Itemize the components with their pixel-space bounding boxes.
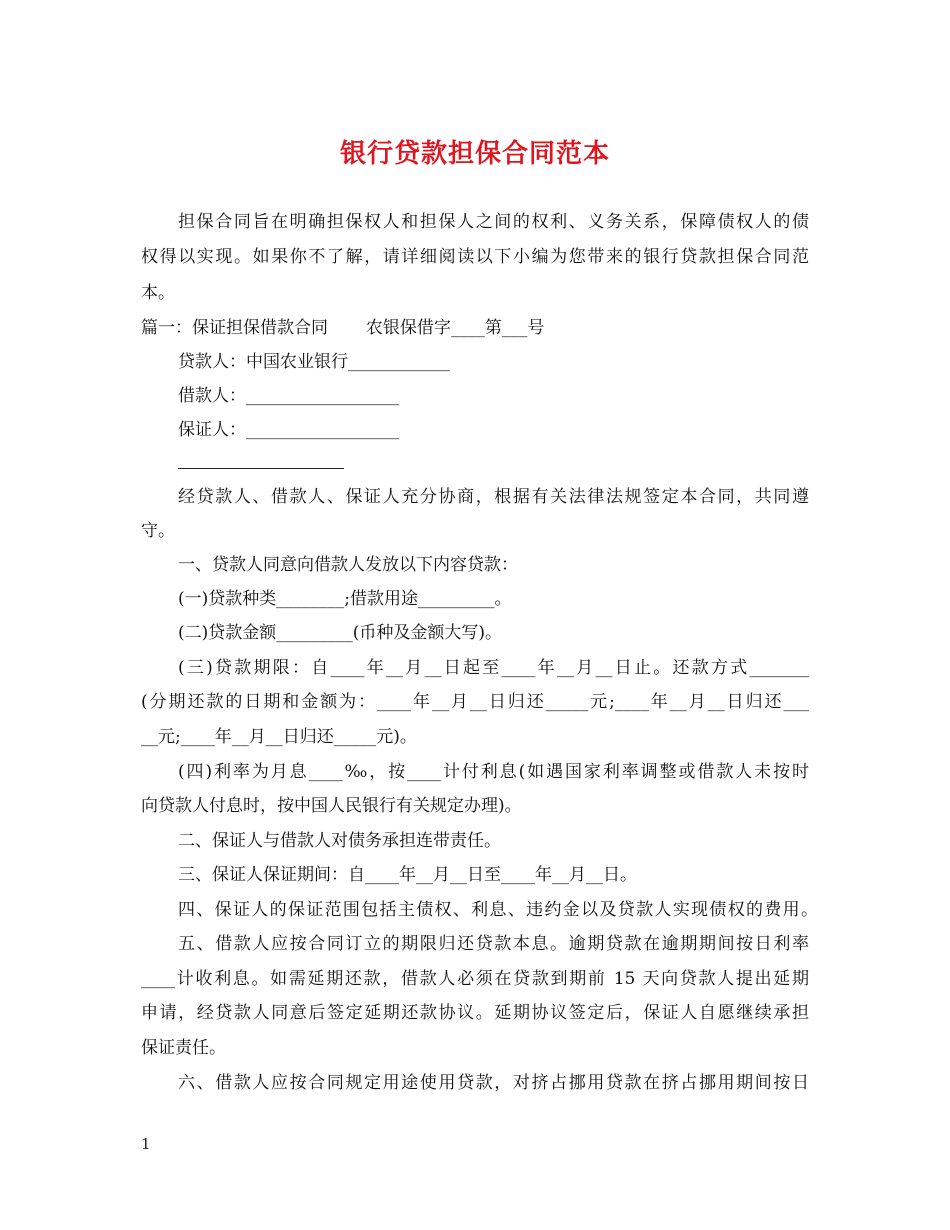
clause-1: 一、贷款人同意向借款人发放以下内容贷款： — [178, 555, 518, 575]
clause-1-4-line-2: 向贷款人付息时，按中国人民银行有关规定办理)。 — [141, 796, 522, 816]
clause-1-3-line-3: __元;____年__月__日归还_____元)。 — [141, 727, 417, 747]
preamble-line-2: 守。 — [141, 521, 175, 541]
clause-2: 二、保证人与借款人对债务承担连带责任。 — [178, 831, 501, 851]
preamble-line-1: 经贷款人、借款人、保证人充分协商，根据有关法律法规签定本合同，共同遵 — [178, 487, 809, 507]
intro-line-1: 担保合同旨在明确担保权人和担保人之间的权利、义务关系，保障债权人的债 — [178, 212, 809, 232]
clause-5-line-4: 保证责任。 — [141, 1038, 226, 1058]
intro-line-2: 权得以实现。如果你不了解，请详细阅读以下小编为您带来的银行贷款担保合同范 — [141, 247, 809, 267]
clause-1-1: (一)贷款种类________;借款用途_________。 — [178, 589, 512, 609]
clause-1-3-line-1: (三)贷款期限：自____年__月__日起至____年__月__日止。还款方式_______ — [178, 658, 809, 678]
clause-5-line-2: ____计收利息。如需延期还款，借款人必须在贷款到期前 15 天向贷款人提出延期 — [141, 969, 809, 989]
section-heading: 篇一：保证担保借款合同 农银保借字____第___号 — [141, 318, 545, 338]
clause-3: 三、保证人保证期间：自____年__月__日至____年__月__日。 — [178, 865, 637, 885]
document-title: 银行贷款担保合同范本 — [339, 139, 610, 169]
lender-line: 贷款人：中国农业银行____________ — [178, 352, 450, 372]
clause-1-2: (二)贷款金额_________(币种及金额大写)。 — [178, 623, 503, 643]
intro-line-3: 本。 — [141, 283, 175, 303]
borrower-line: 借款人：__________________ — [178, 386, 399, 406]
clause-1-3-line-2: (分期还款的日期和金额为：____年__月__日归还_____元;____年__月__日归还___ — [141, 692, 809, 712]
clause-6-line-1: 六、借款人应按合同规定用途使用贷款，对挤占挪用贷款在挤占挪用期间按日 — [178, 1073, 809, 1093]
signature-blank-line — [178, 468, 344, 469]
clause-5-line-3: 申请，经贷款人同意后签定延期还款协议。延期协议签定后，保证人自愿继续承担 — [141, 1003, 809, 1023]
guarantor-line: 保证人：__________________ — [178, 420, 399, 440]
clause-1-4-line-1: (四)利率为月息____‰，按____计付利息(如遇国家利率调整或借款人未按时 — [178, 762, 809, 782]
clause-5-line-1: 五、借款人应按合同订立的期限归还贷款本息。逾期贷款在逾期期间按日利率 — [178, 934, 809, 954]
clause-4: 四、保证人的保证范围包括主债权、利息、违约金以及贷款人实现债权的费用。 — [178, 900, 818, 920]
page-number: 1 — [141, 1135, 151, 1153]
